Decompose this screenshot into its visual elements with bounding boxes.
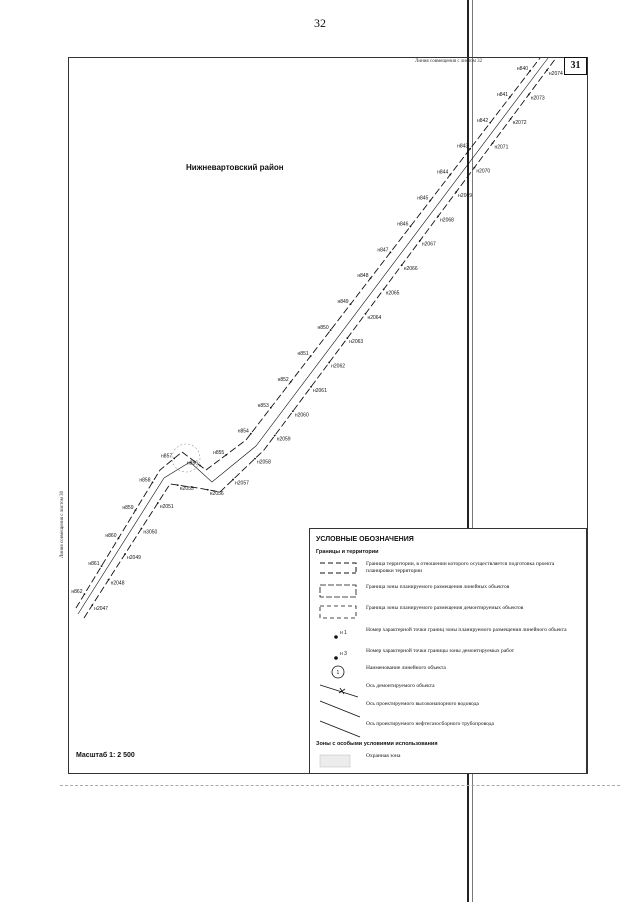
legend-item-demolished-axis: Ось демонтируемого объекта (316, 681, 582, 701)
lower-point-label: н2069 (458, 192, 473, 199)
upper-point-marker (390, 251, 392, 253)
upper-point-label: н840 (516, 65, 529, 72)
upper-point-label: н854 (237, 428, 249, 435)
upper-point-marker (449, 174, 451, 176)
legend-item-planning-border: Граница территории, в отношении которого осуществляется подготовка проекта планировки территории (316, 559, 582, 579)
lower-point-marker (108, 579, 110, 581)
upper-point-label: н843 (457, 143, 469, 150)
upper-point-marker (350, 303, 352, 305)
lower-point-marker (274, 435, 276, 437)
lower-point-marker (546, 69, 548, 71)
upper-point-marker (529, 70, 531, 72)
upper-point-marker (173, 458, 175, 460)
lower-point-label: н2067 (421, 241, 436, 248)
sheet-number: 31 (564, 57, 587, 75)
lower-point-marker (419, 240, 421, 242)
lower-point-marker (528, 94, 530, 96)
upper-point-marker (270, 407, 272, 409)
upper-point-marker (135, 509, 137, 511)
lower-point-marker (455, 191, 457, 193)
upper-point-marker (250, 433, 252, 435)
upper-point-marker (199, 465, 201, 467)
upper-point-label: н849 (337, 299, 349, 306)
upper-point-marker (469, 148, 471, 150)
lower-point-marker (328, 362, 330, 364)
svg-text:н 3: н 3 (340, 651, 347, 657)
legend-item-demolition-point: н 3 Номер характерной точки границы зоны демонтируемых работ (316, 646, 582, 666)
zone-border-symbol (316, 582, 362, 602)
lower-point-marker (383, 289, 385, 291)
lower-point-label: н2065 (385, 290, 400, 297)
lower-point-marker (292, 410, 294, 412)
upper-point-label: н851 (297, 350, 309, 357)
lower-point-marker (207, 489, 209, 491)
lower-point-marker (310, 386, 312, 388)
demolished-axis-symbol (316, 681, 362, 701)
lower-point-label: н2068 (440, 217, 454, 224)
lower-point-label: н2055 (179, 486, 194, 493)
lower-point-label: н2047 (94, 606, 109, 613)
legend-title: УСЛОВНЫЕ ОБОЗНАЧЕНИЯ (316, 536, 414, 543)
oil-gas-axis-symbol (316, 719, 362, 739)
upper-point-label: н844 (437, 169, 449, 176)
water-line-axis-symbol (316, 699, 362, 719)
lower-point-label: н2062 (331, 363, 346, 370)
upper-point-label: н850 (317, 325, 329, 332)
lower-point-marker (91, 604, 93, 606)
legend-item-protection-zone: Охранная зона (316, 751, 582, 771)
lower-point-label: н2073 (530, 95, 545, 102)
upper-point-label: н852 (277, 376, 289, 383)
lower-point-marker (510, 118, 512, 120)
lower-point-label: н2060 (294, 412, 309, 419)
upper-point-label: н853 (257, 402, 269, 409)
upper-point-marker (225, 454, 227, 456)
upper-point-marker (310, 355, 312, 357)
lower-point-marker (473, 167, 475, 169)
upper-point-marker (489, 122, 491, 124)
legend-item-object-name: 1 Наименование линейного объекта (316, 663, 582, 683)
lower-point-label: н2072 (512, 119, 527, 126)
scan-artifact-line (60, 785, 620, 786)
upper-point-marker (118, 537, 120, 539)
legend-item-water-line-axis: Ось проектируемого высоконапорного водовода (316, 699, 582, 719)
lower-point-label: н2049 (127, 555, 141, 562)
upper-point-marker (152, 481, 154, 483)
legend-item-demolition-zone: Граница зоны планируемого размещения демонтируемых объектов (316, 603, 582, 623)
svg-text:1: 1 (336, 670, 340, 676)
upper-point-label: н846 (397, 221, 409, 228)
upper-point-label: н841 (496, 91, 509, 98)
svg-text:н 1: н 1 (340, 630, 347, 636)
left-junction-caption: Линия совмещения с листом 30 (60, 490, 65, 558)
upper-point-label: н856 (186, 460, 199, 467)
lower-point-label: н2064 (367, 314, 382, 321)
upper-point-label: н848 (357, 273, 369, 280)
sheet-junction-caption: Линия совмещения с листом 32 (415, 59, 483, 64)
lower-point-label: н2066 (403, 266, 418, 273)
lower-point-label: н2070 (476, 168, 491, 175)
detail-callout-circle (172, 444, 200, 472)
lower-point-marker (346, 337, 348, 339)
corridor-upper-boundary (76, 58, 540, 608)
lower-point-marker (401, 264, 403, 266)
lower-point-label: н2074 (548, 71, 563, 78)
dashed-border-symbol (316, 559, 362, 579)
lower-point-marker (492, 142, 494, 144)
upper-point-label: н859 (122, 505, 134, 512)
upper-point-label: н845 (417, 195, 429, 202)
lower-point-marker (124, 553, 126, 555)
lower-point-marker (157, 502, 159, 504)
upper-point-label: н860 (105, 533, 117, 540)
upper-point-marker (409, 226, 411, 228)
lower-point-marker (254, 458, 256, 460)
upper-point-marker (509, 96, 511, 98)
upper-point-label: н857 (161, 453, 173, 460)
lower-point-label: н2051 (159, 503, 174, 510)
legend-item-oil-gas-line-axis: Ось проектируемого нефтегазосборного трубопровода (316, 719, 582, 739)
upper-point-marker (370, 277, 372, 279)
upper-point-label: н842 (477, 117, 489, 124)
lower-point-label: н2058 (256, 459, 271, 466)
page-number: 32 (314, 16, 326, 30)
legend-item-point-number: н 1 Номер характерной точки границ зоны планируемого размещения линейного объекта (316, 625, 582, 645)
lower-point-label: н2056 (209, 490, 224, 497)
demolition-border-symbol (316, 603, 362, 623)
upper-point-label: н861 (88, 561, 100, 568)
lower-point-label: н2071 (494, 144, 509, 151)
upper-point-label: н847 (377, 247, 389, 254)
legend-item-linear-zone: Граница зоны планируемого размещения линейных объектов (316, 582, 582, 602)
lower-point-label: н2057 (235, 480, 249, 487)
lower-point-label: н3050 (143, 529, 158, 536)
lower-point-marker (232, 479, 234, 481)
upper-point-marker (84, 593, 86, 595)
upper-point-marker (330, 329, 332, 331)
lower-point-marker (177, 484, 179, 486)
legend-section-zones: Зоны с особыми условиями использования (316, 741, 438, 747)
lower-point-label: н2059 (276, 436, 291, 443)
protection-zone-symbol (316, 751, 362, 771)
upper-point-label: н862 (71, 589, 83, 596)
upper-point-marker (290, 381, 292, 383)
map-legend (309, 528, 587, 774)
upper-point-label: н858 (139, 477, 151, 484)
upper-point-label: н855 (213, 449, 225, 456)
lower-point-label: н2048 (110, 580, 125, 587)
lower-point-label: н2061 (312, 387, 327, 394)
upper-point-marker (429, 200, 431, 202)
district-label: Нижневартовский район (186, 163, 284, 172)
scale-label: Масштаб 1: 2 500 (76, 752, 135, 759)
lower-point-marker (141, 528, 143, 530)
point-marker-symbol (316, 625, 362, 645)
lower-point-marker (437, 215, 439, 217)
object-name-symbol (316, 663, 362, 683)
legend-section-borders: Границы и территории (316, 549, 379, 555)
lower-point-label: н2063 (349, 339, 364, 346)
lower-point-marker (365, 313, 367, 315)
upper-point-marker (101, 565, 103, 567)
